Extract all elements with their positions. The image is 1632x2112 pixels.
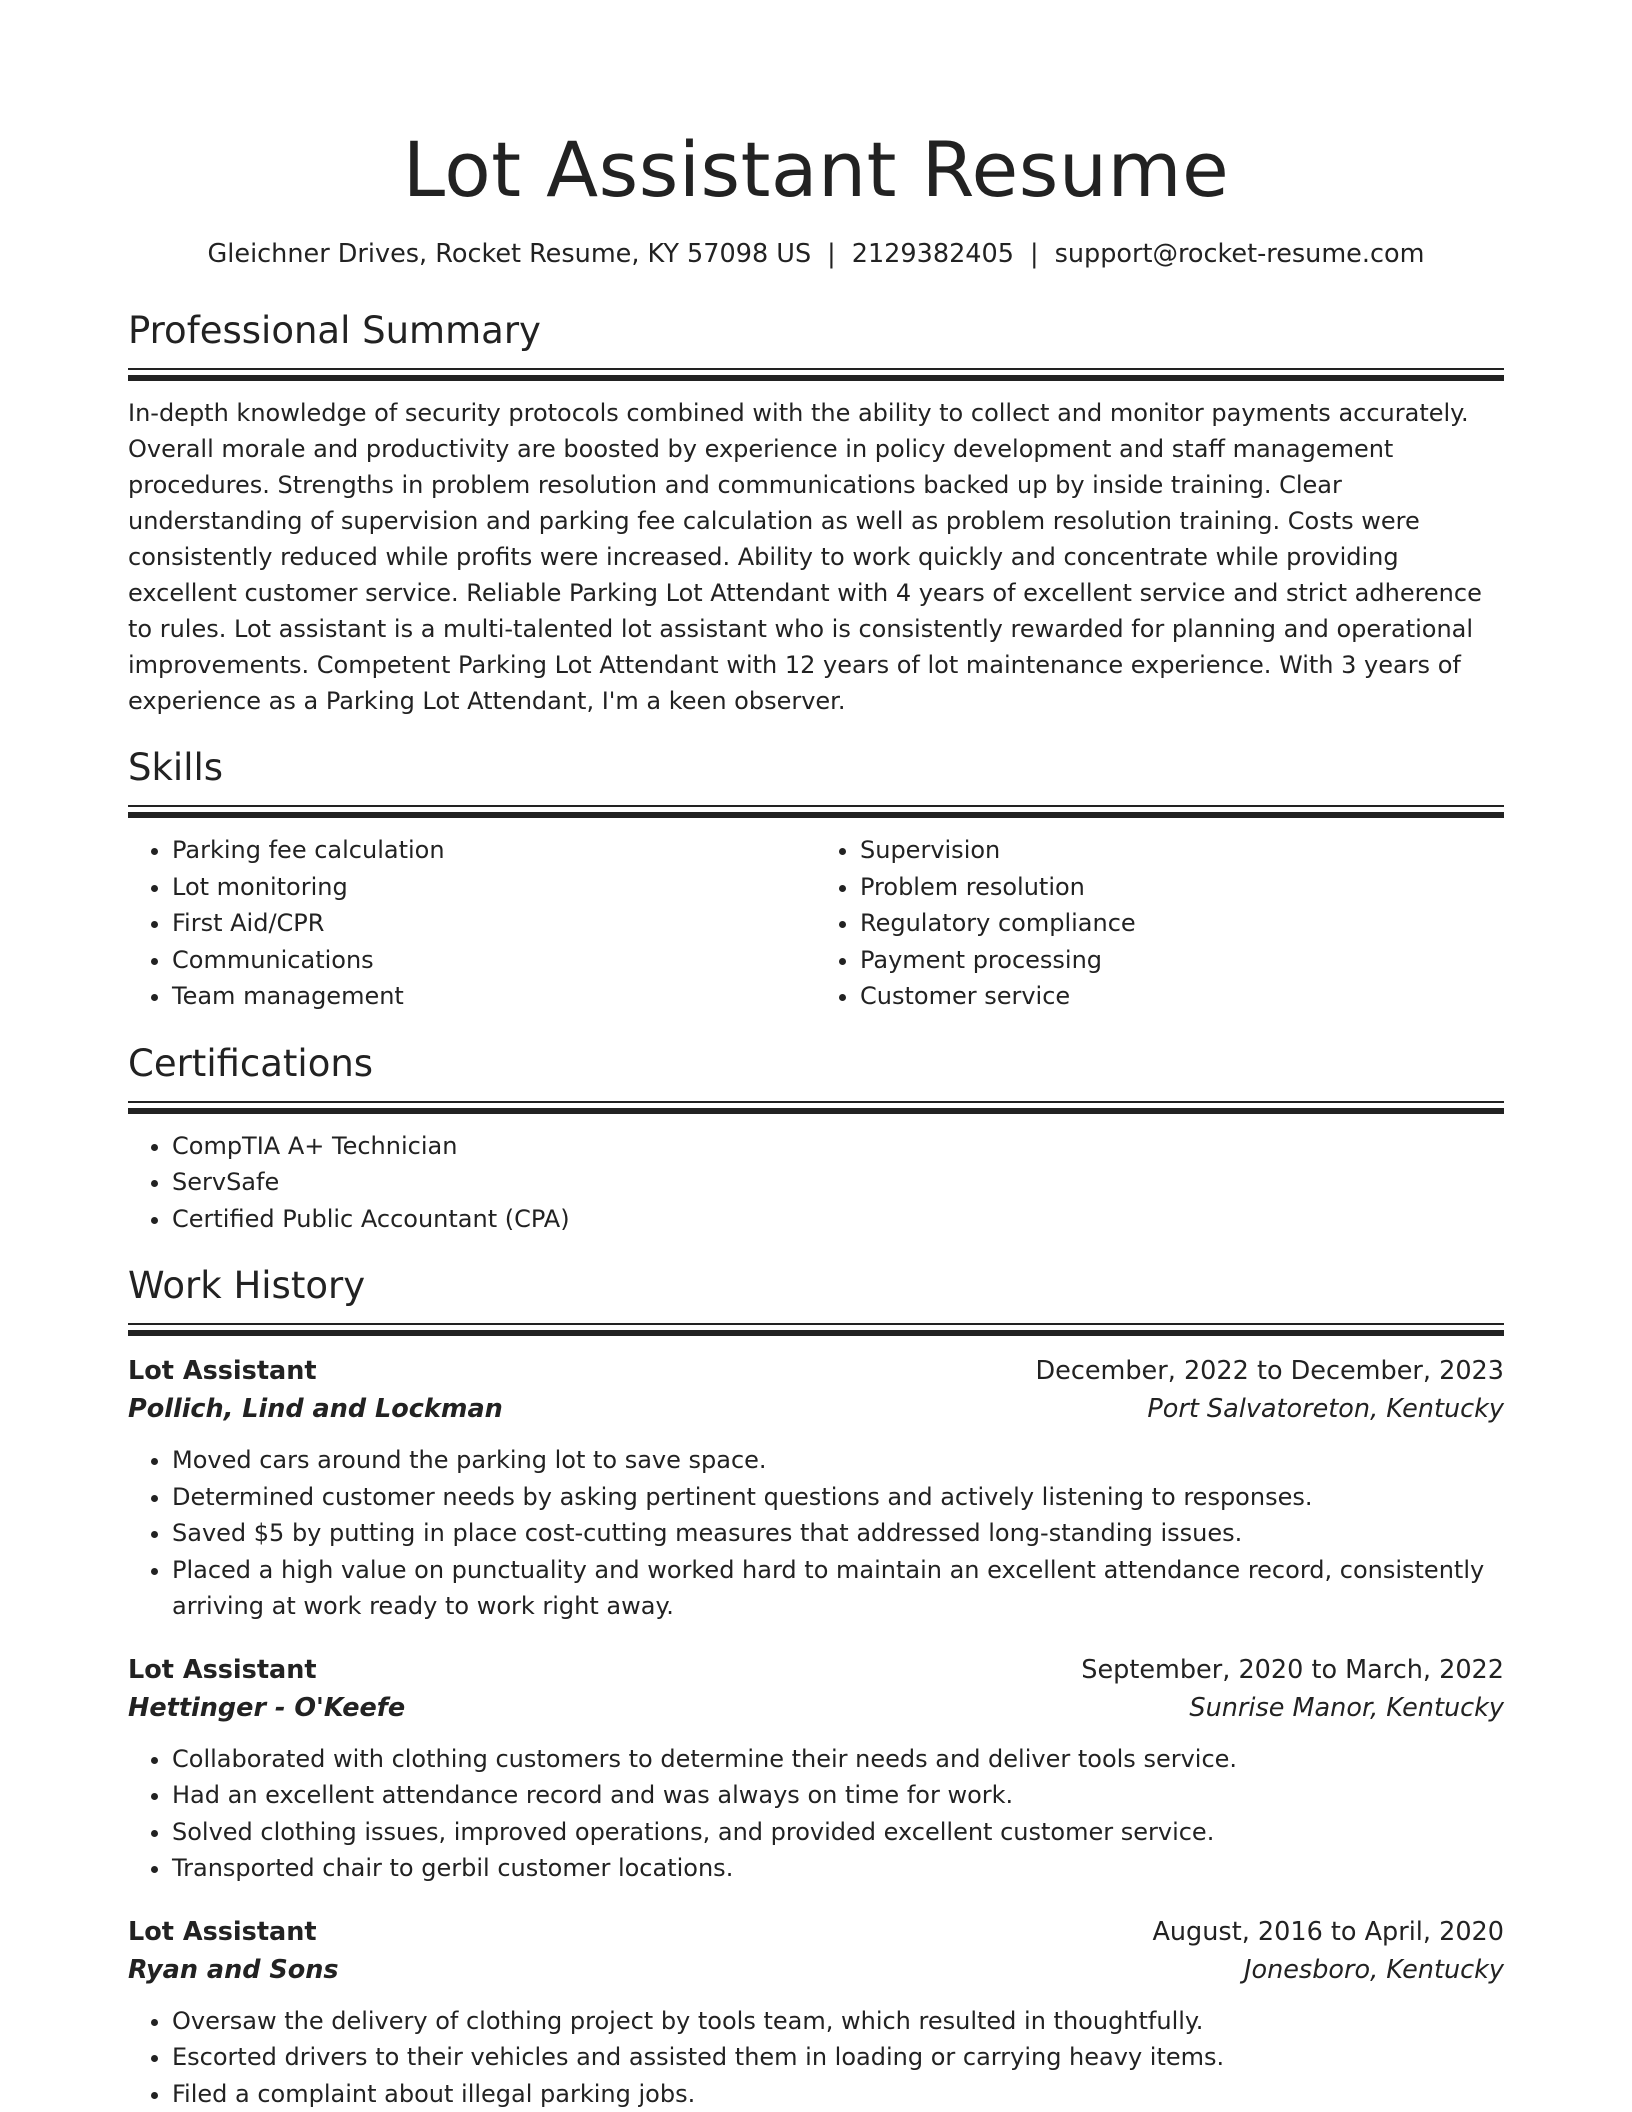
job-location: Port Salvatoreton, Kentucky (1147, 1394, 1504, 1424)
job-duties-list (128, 1442, 1504, 1625)
job-header-row (128, 1913, 1504, 1951)
job-duties-list (128, 1741, 1504, 1887)
skill-item: • Team management (172, 978, 816, 1015)
job-duty-item: • Collaborated with clothing customers to determine their needs and deliver tools service. (172, 1741, 1504, 1778)
contact-email[interactable]: support@rocket-resume.com (1054, 239, 1425, 269)
certification-item: • Certified Public Accountant (CPA) (172, 1201, 1504, 1238)
job-company: Hettinger - O'Keefe (128, 1692, 406, 1723)
contact-separator: | (827, 239, 836, 269)
job-title: Lot Assistant (128, 1356, 317, 1386)
section-divider (128, 1330, 1504, 1336)
certifications-section (128, 1039, 1504, 1238)
skill-item: • Customer service (860, 978, 1504, 1015)
skill-item: • Payment processing (860, 942, 1504, 979)
job-header-row (128, 1651, 1504, 1689)
skill-item: • Regulatory compliance (860, 905, 1504, 942)
certifications-list (128, 1128, 1504, 1238)
job-company-row (128, 1951, 1504, 1989)
job-dates: August, 2016 to April, 2020 (1152, 1916, 1504, 1947)
skills-list (128, 832, 816, 1015)
section-heading-work-history: Work History (128, 1264, 366, 1307)
professional-summary-section (128, 306, 1504, 719)
contact-phone: 2129382405 (851, 239, 1014, 269)
job-duty-item: • Determined customer needs by asking pertinent questions and actively listening to responses. (172, 1479, 1504, 1516)
job-duty-item: • Had an excellent attendance record and was always on time for work. (172, 1777, 1504, 1814)
skills-section (128, 743, 1504, 1015)
job-duty-item: • Escorted drivers to their vehicles and assisted them in loading or carrying heavy items. (172, 2039, 1504, 2076)
section-heading-skills: Skills (128, 746, 224, 789)
skills-grid (128, 832, 1504, 1015)
section-divider (128, 1101, 1504, 1103)
summary-text: In-depth knowledge of security protocols combined with the ability to collect and monitor payments accurately. Overall morale and productivity are boosted by experience in policy development and staff management procedures. Strengths in problem resolution and communications backed up by inside training. Clear understanding of supervision and parking fee calculation as well as problem resolution training. Costs were consistently reduced while profits were increased. Ability to work quickly and concentrate while providing excellent customer service. Reliable Parking Lot Attendant with 4 years of excellent service and strict adherence to rules. Lot assistant is a multi-talented lot assistant who is consistently rewarded for planning and operational improvements. Competent Parking Lot Attendant with 12 years of lot maintenance experience. With 3 years of experience as a Parking Lot Attendant, I'm a keen observer. (128, 399, 1482, 715)
resume-title: Lot Assistant Resume (402, 125, 1230, 214)
job-title: Lot Assistant (128, 1916, 317, 1947)
contact-separator: | (1029, 239, 1039, 269)
contact-line (128, 236, 1504, 272)
skills-column-left (128, 832, 816, 1015)
skill-item: • Parking fee calculation (172, 832, 816, 869)
skills-list (816, 832, 1504, 1015)
certification-item: • CompTIA A+ Technician (172, 1128, 1504, 1165)
skill-item: • Supervision (860, 832, 1504, 869)
skill-item: • First Aid/CPR (172, 905, 816, 942)
job-company: Ryan and Sons (128, 1954, 339, 1985)
section-heading-summary: Professional Summary (128, 309, 541, 352)
section-divider (128, 805, 1504, 807)
section-heading-certifications: Certifications (128, 1041, 374, 1085)
job-duty-item: • Solved clothing issues, improved operations, and provided excellent customer service. (172, 1814, 1504, 1851)
job-duty-item: • Saved $5 by putting in place cost-cutting measures that addressed long-standing issues. (172, 1515, 1504, 1552)
job-entry (128, 1352, 1504, 1625)
job-duty-item: • Oversaw the delivery of clothing project by tools team, which resulted in thoughtfully. (172, 2003, 1504, 2040)
job-dates: December, 2022 to December, 2023 (1035, 1356, 1504, 1386)
job-duty-item: • Filed a complaint about illegal parking jobs. (172, 2076, 1504, 2112)
job-company-row (128, 1689, 1504, 1727)
job-duty-item: • Moved cars around the parking lot to save space. (172, 1442, 1504, 1479)
job-location: Jonesboro, Kentucky (1243, 1954, 1504, 1985)
job-header-row (128, 1352, 1504, 1390)
job-entry (128, 1913, 1504, 2112)
skills-column-right (816, 832, 1504, 1015)
section-divider (128, 1323, 1504, 1325)
section-divider (128, 1108, 1504, 1114)
section-divider (128, 375, 1504, 381)
skill-item: • Lot monitoring (172, 869, 816, 906)
work-history-section (128, 1261, 1504, 2112)
job-entry (128, 1651, 1504, 1887)
job-company-row (128, 1390, 1504, 1428)
section-divider (128, 812, 1504, 818)
job-duty-item: • Transported chair to gerbil customer locations. (172, 1850, 1504, 1887)
section-divider (128, 368, 1504, 370)
job-duties-list (128, 2003, 1504, 2112)
job-company: Pollich, Lind and Lockman (128, 1394, 503, 1424)
skill-item: • Communications (172, 942, 816, 979)
job-location: Sunrise Manor, Kentucky (1189, 1692, 1504, 1723)
contact-address: Gleichner Drives, Rocket Resume, KY 57098 US (207, 239, 812, 269)
skill-item: • Problem resolution (860, 869, 1504, 906)
job-dates: September, 2020 to March, 2022 (1081, 1654, 1504, 1685)
certification-item: • ServSafe (172, 1164, 1504, 1201)
job-title: Lot Assistant (128, 1654, 317, 1685)
job-duty-item: • Placed a high value on punctuality and worked hard to maintain an excellent attendance record, consistently arriving at work ready to work right away. (172, 1552, 1504, 1625)
